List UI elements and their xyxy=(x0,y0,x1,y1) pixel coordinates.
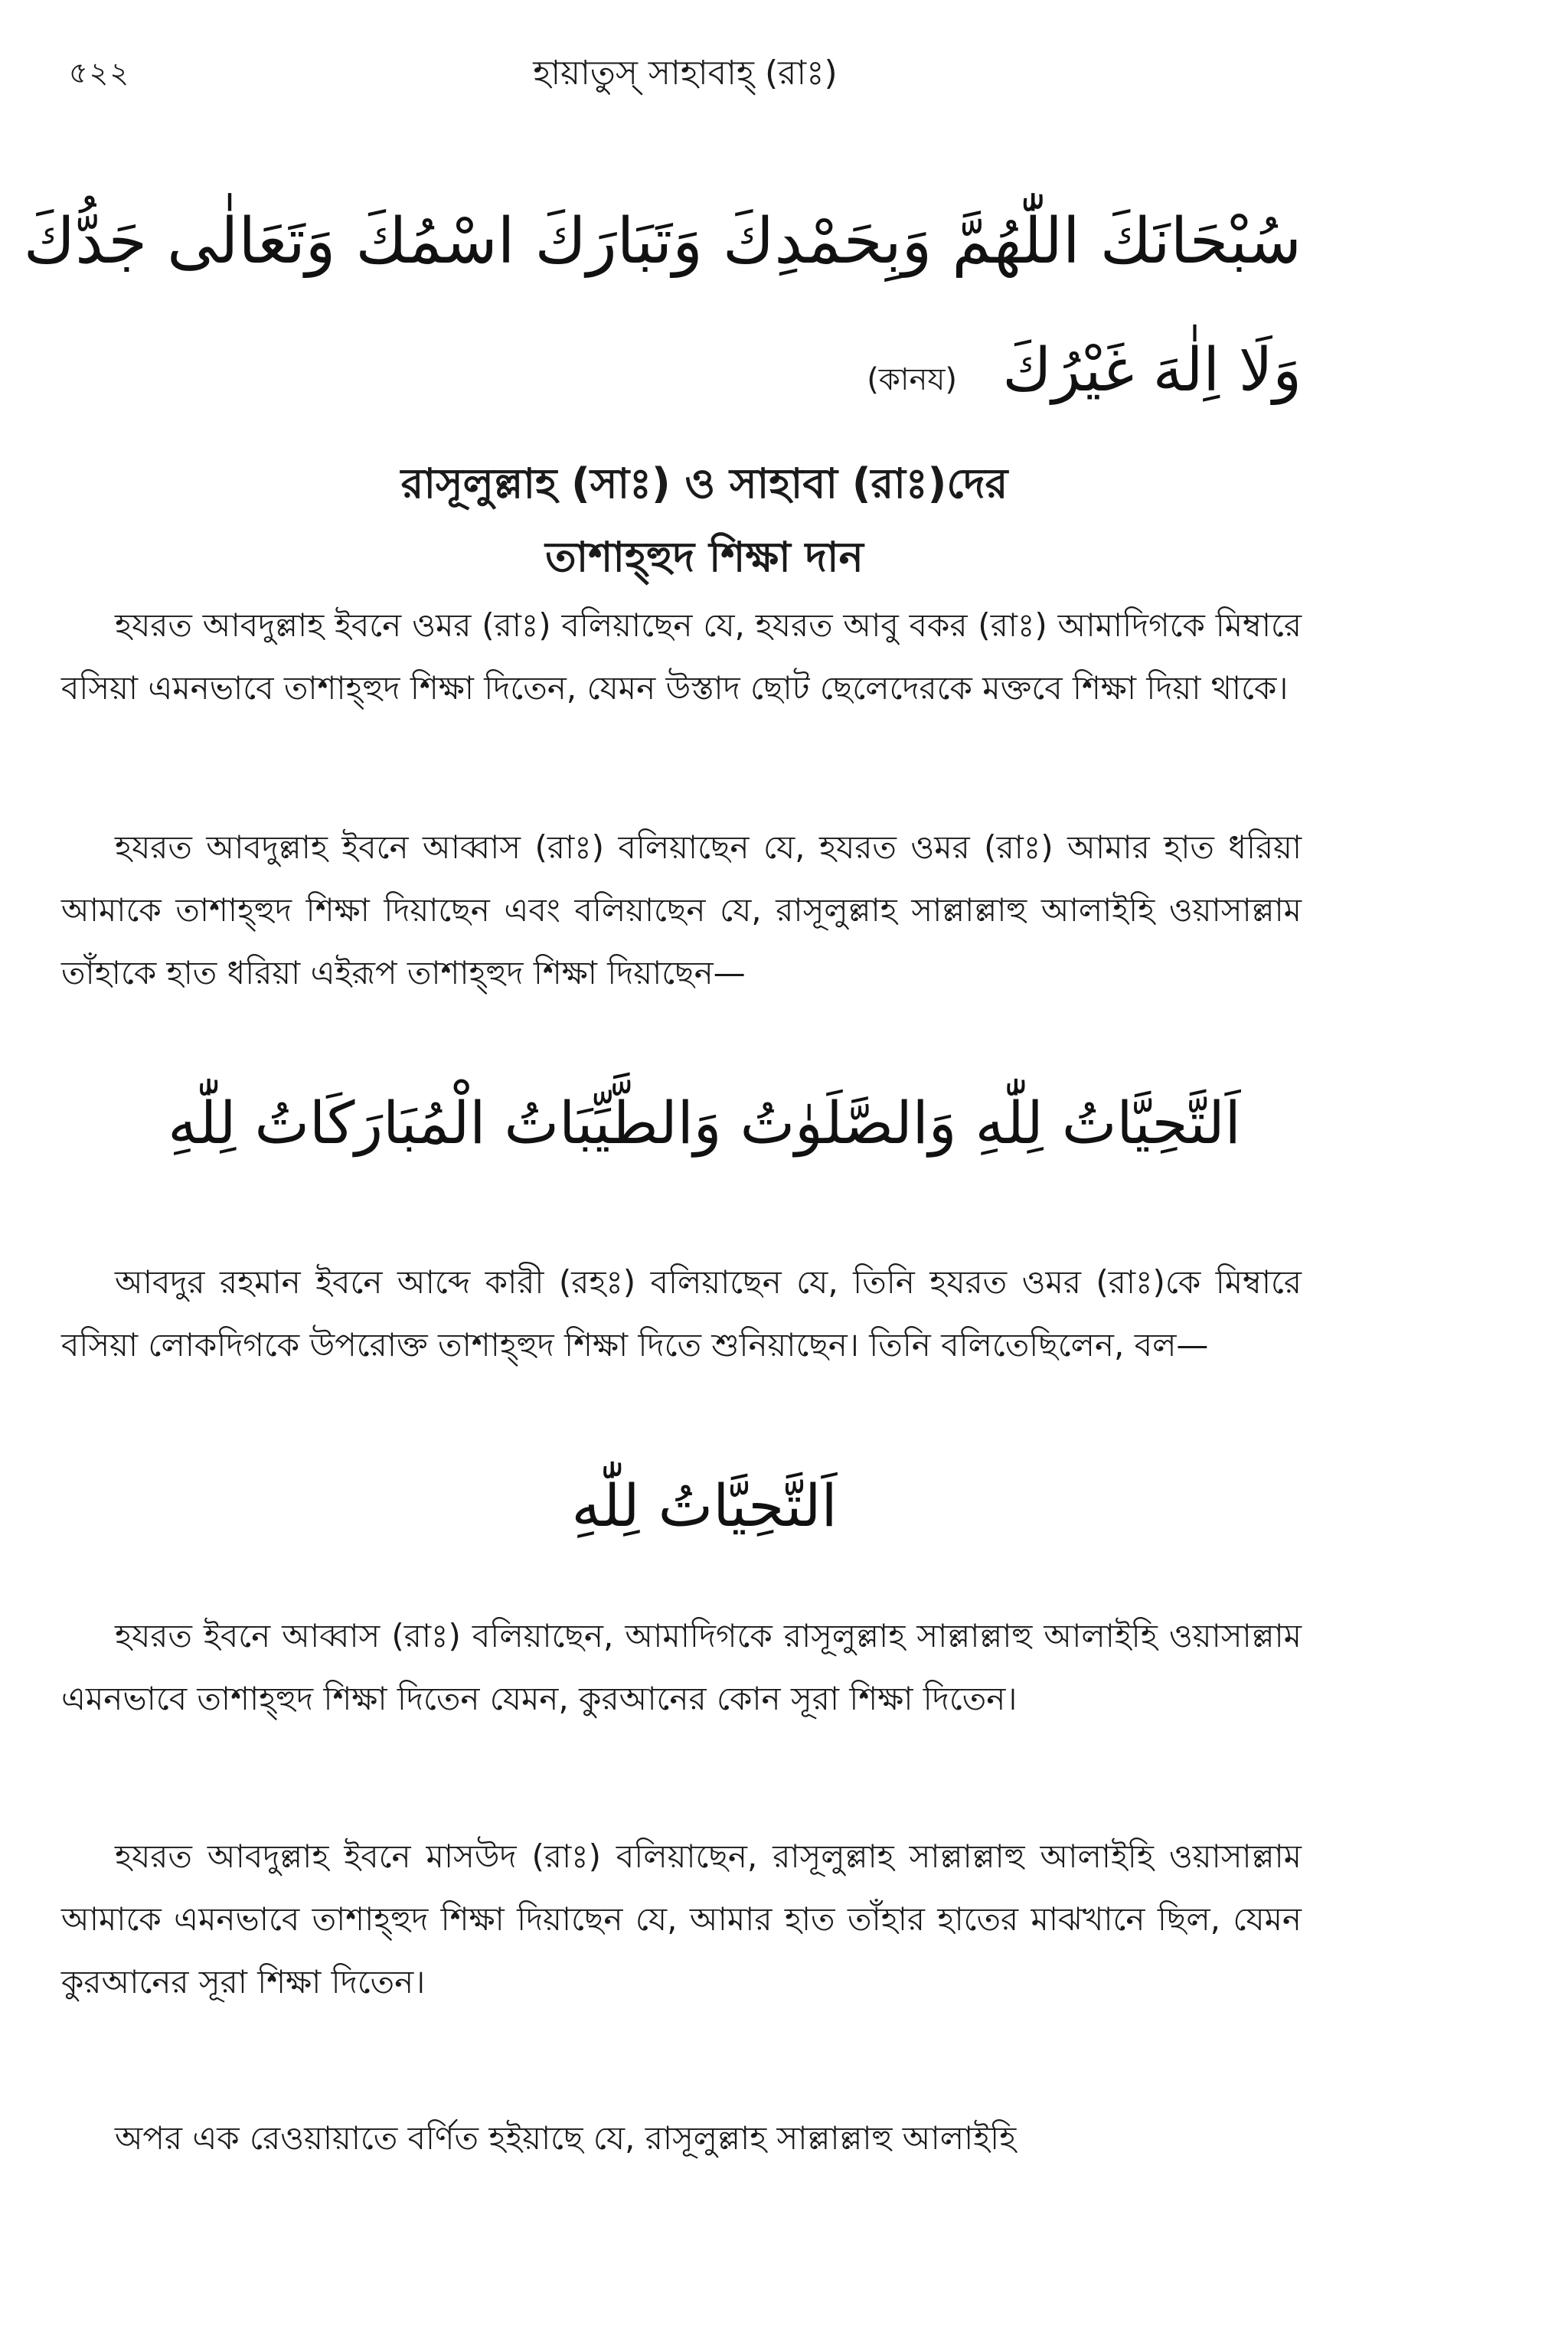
arabic-dua-line-1: سُبْحَانَكَ اللّٰهُمَّ وَبِحَمْدِكَ وَتَبَارَكَ اسْمُكَ وَتَعَالٰى جَدُّكَ xyxy=(23,205,1302,278)
arabic-dua-row-2 xyxy=(107,322,1302,413)
source-citation: (কানয) xyxy=(867,362,957,397)
section-heading-line-1: রাসূলুল্লাহ (সাঃ) ও সাহাবা (রাঃ)দের xyxy=(400,459,1008,508)
section-heading-line-2: তাশাহ্হুদ শিক্ষা দান xyxy=(545,533,864,581)
arabic-dua-line-2: وَلَا اِلٰهَ غَيْرُكَ xyxy=(1002,336,1302,405)
arabic-tashahhud-full: اَلتَّحِيَّاتُ لِلّٰهِ وَالصَّلَوٰتُ وَالطَّيِّبَاتُ الْمُبَارَكَاتُ لِلّٰهِ xyxy=(168,1089,1241,1157)
paragraph-1: হযরত আবদুল্লাহ ইবনে ওমর (রাঃ) বলিয়াছেন যে, হযরত আবু বকর (রাঃ) আমাদিগকে মিম্বারে বসিয়া এমনভাবে তাশাহ্হুদ শিক্ষা দিতেন, যেমন উস্তাদ ছোট ছেলেদেরকে মক্তবে শিক্ষা দিয়া থাকে। xyxy=(61,606,1302,707)
paragraph-3: আবদুর রহমান ইবনে আব্দে কারী (রহঃ) বলিয়াছেন যে, তিনি হযরত ওমর (রাঃ)কে মিম্বারে বসিয়া লোকদিগকে উপরোক্ত তাশাহ্হুদ শিক্ষা দিতে শুনিয়াছেন। তিনি বলিতেছিলেন, বল— xyxy=(61,1263,1302,1364)
page-number: ৫২২ xyxy=(69,56,131,90)
arabic-tashahhud-short: اَلتَّحِيَّاتُ لِلّٰهِ xyxy=(571,1472,838,1540)
page-header xyxy=(69,43,1302,104)
paragraph-2: হযরত আবদুল্লাহ ইবনে আব্বাস (রাঃ) বলিয়াছেন যে, হযরত ওমর (রাঃ) আমার হাত ধরিয়া আমাকে তাশাহ্হুদ শিক্ষা দিয়াছেন এবং বলিয়াছেন যে, রাসূলুল্লাহ সাল্লাল্লাহু আলাইহি ওয়াসাল্লাম তাঁহাকে হাত ধরিয়া এইরূপ তাশাহ্হুদ শিক্ষা দিয়াছেন— xyxy=(61,828,1302,991)
paragraph-6: অপর এক রেওয়ায়াতে বর্ণিত হইয়াছে যে, রাসূলুল্লাহ সাল্লাল্লাহু আলাইহি xyxy=(115,2119,1017,2157)
paragraph-5: হযরত আবদুল্লাহ ইবনে মাসউদ (রাঃ) বলিয়াছেন, রাসূলুল্লাহ সাল্লাল্লাহু আলাইহি ওয়াসাল্লাম আমাকে এমনভাবে তাশাহ্হুদ শিক্ষা দিয়াছেন যে, আমার হাত তাঁহার হাতের মাঝখানে ছিল, যেমন কুরআনের সূরা শিক্ষা দিতেন। xyxy=(61,1838,1302,2001)
running-title: হায়াতুস্ সাহাবাহ্ (রাঃ) xyxy=(533,54,838,93)
paragraph-4: হযরত ইবনে আব্বাস (রাঃ) বলিয়াছেন, আমাদিগকে রাসূলুল্লাহ সাল্লাল্লাহু আলাইহি ওয়াসাল্লাম এমনভাবে তাশাহ্হুদ শিক্ষা দিতেন যেমন, কুরআনের কোন সূরা শিক্ষা দিতেন। xyxy=(61,1617,1302,1717)
